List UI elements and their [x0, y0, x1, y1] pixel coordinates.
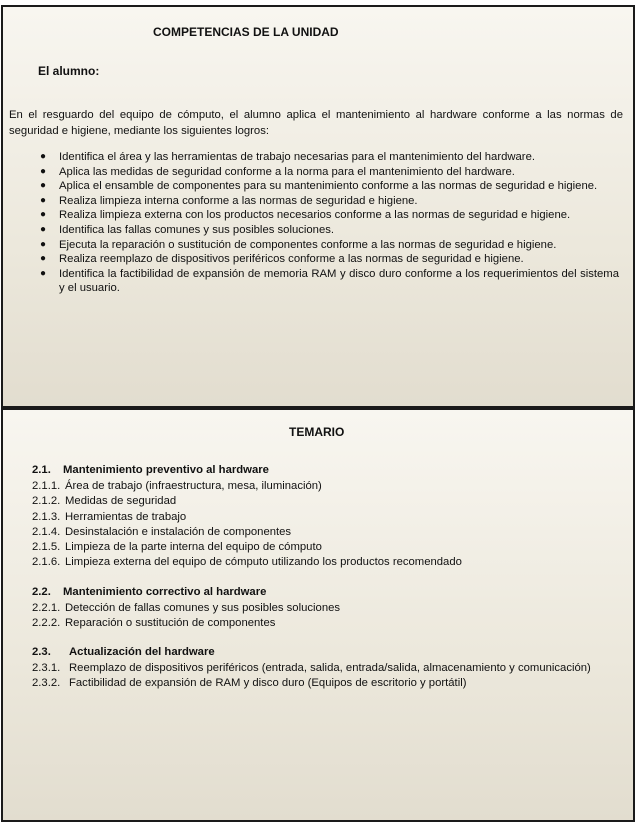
logro-item: ● Ejecuta la reparación o sustitución de componentes conforme a las normas de seguridad e higiene. [40, 238, 557, 251]
temario-section-2-1 [32, 462, 462, 571]
temario-item: 2.1.3. Herramientas de trabajo [32, 510, 187, 523]
temario-item: 2.1.4. Desinstalación e instalación de componentes [32, 525, 292, 538]
bullet-icon: ● [40, 253, 47, 265]
competencias-subtitle: El alumno: [38, 64, 100, 78]
competencias-title: COMPETENCIAS DE LA UNIDAD [153, 25, 339, 39]
section-heading: 2.2. Mantenimiento correctivo al hardware [32, 586, 267, 598]
bullet-icon: ● [40, 209, 47, 221]
competencias-intro: En el resguardo del equipo de cómputo, el alumno aplica el mantenimiento al hardware conforme a las normas de seguridad e higiene, mediante los siguientes logros: [9, 109, 623, 137]
bullet-icon: ● [40, 151, 47, 162]
temario-item: 2.1.2. Medidas de seguridad [32, 495, 177, 508]
temario-item: 2.3.2. Factibilidad de expansión de RAM y disco duro (Equipos de escritorio y portátil) [32, 677, 467, 690]
bullet-icon: ● [40, 267, 47, 279]
temario-item: 2.1.1. Área de trabajo (infraestructura, mesa, iluminación) [32, 480, 322, 492]
logro-item: ● Aplica el ensamble de componentes para su mantenimiento conforme a las normas de seguridad e higiene. [40, 180, 598, 193]
section-heading: 2.3. Actualización del hardware [32, 646, 215, 658]
bullet-icon: ● [40, 165, 47, 177]
logro-item: ● Realiza limpieza externa con los productos necesarios conforme a las normas de seguridad e higiene. [40, 209, 571, 222]
bullet-icon: ● [40, 180, 47, 192]
temario-section-2-3 [32, 644, 591, 692]
temario-item: 2.2.1. Detección de fallas comunes y sus posibles soluciones [32, 602, 341, 614]
bullet-icon: ● [40, 223, 47, 235]
logro-item: ● Identifica el área y las herramientas de trabajo necesarias para el mantenimiento del hardware. [40, 151, 535, 163]
temario-item: 2.2.2. Reparación o sustitución de componentes [32, 617, 276, 630]
temario-item: 2.1.5. Limpieza de la parte interna del equipo de cómputo [32, 541, 322, 554]
logro-item: ● Aplica las medidas de seguridad conforme a la norma para el mantenimiento del hardware. [40, 165, 515, 178]
section-heading: 2.1. Mantenimiento preventivo al hardware [32, 464, 269, 476]
logro-item: ● Realiza limpieza interna conforme a las normas de seguridad e higiene. [40, 194, 418, 207]
competencias-panel [1, 5, 635, 408]
temario-title: TEMARIO [289, 425, 345, 439]
logros-list [40, 150, 619, 296]
temario-item: 2.1.6. Limpieza externa del equipo de cómputo utilizando los productos recomendado [32, 556, 462, 569]
temario-item: 2.3.1. Reemplazo de dispositivos periféricos (entrada, salida, entrada/salida, almacenamiento y comunicación) [32, 662, 591, 674]
bullet-icon: ● [40, 194, 47, 206]
temario-panel [1, 408, 635, 822]
logro-item: ● Identifica la factibilidad de expansión de memoria RAM y disco duro conforme a los requerimientos del sistema y el usuario. [40, 267, 619, 295]
temario-section-2-2 [32, 584, 340, 632]
logro-item: ● Identifica las fallas comunes y sus posibles soluciones. [40, 223, 335, 236]
logro-item: ● Realiza reemplazo de dispositivos periféricos conforme a las normas de seguridad e higiene. [40, 253, 524, 266]
bullet-icon: ● [40, 238, 47, 250]
